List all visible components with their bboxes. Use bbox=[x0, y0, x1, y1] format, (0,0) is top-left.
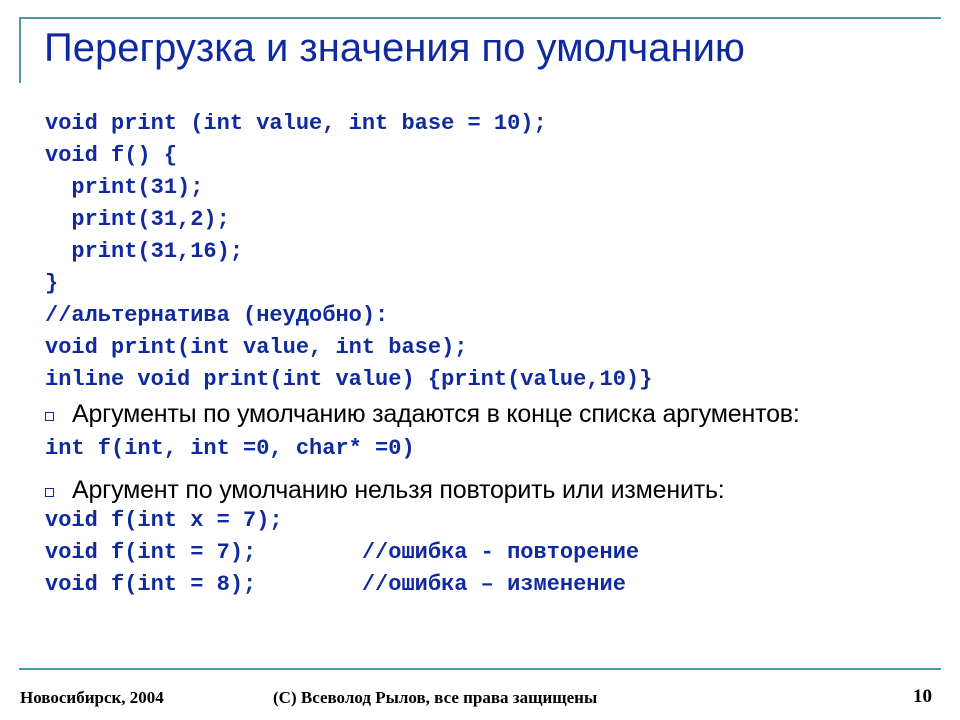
bullet-square-icon bbox=[45, 412, 54, 421]
code-line: void f(int x = 7); bbox=[45, 508, 283, 533]
code-line: inline void print(int value) {print(value,10)} bbox=[45, 367, 653, 392]
code-comment-line: //альтернатива (неудобно): bbox=[45, 303, 389, 328]
code-line: void print (int value, int base = 10); bbox=[45, 111, 547, 136]
title-border-left bbox=[19, 17, 21, 83]
title-border-top bbox=[19, 17, 941, 19]
code-line: print(31,16); bbox=[45, 239, 244, 264]
bullet-item bbox=[45, 476, 725, 505]
bullet-square-icon bbox=[45, 488, 54, 497]
code-line: int f(int, int =0, char* =0) bbox=[45, 436, 415, 461]
bullet-text: Аргументы по умолчанию задаются в конце списка аргументов: bbox=[72, 400, 800, 428]
code-line: void print(int value, int base); bbox=[45, 335, 468, 360]
bullet-item bbox=[45, 400, 800, 429]
slide-title: Перегрузка и значения по умолчанию bbox=[44, 26, 745, 70]
footer-copyright: (C) Всеволод Рылов, все права защищены bbox=[273, 688, 598, 707]
footer-location: Новосибирск, 2004 bbox=[20, 688, 164, 707]
bullet-text: Аргумент по умолчанию нельзя повторить или изменить: bbox=[72, 476, 725, 504]
code-line: void f() { bbox=[45, 143, 178, 168]
page-number: 10 bbox=[913, 686, 932, 707]
code-line: void f(int = 7); //ошибка - повторение bbox=[45, 540, 640, 565]
footer-divider bbox=[19, 668, 941, 670]
code-line: print(31,2); bbox=[45, 207, 230, 232]
code-line: } bbox=[45, 271, 59, 296]
code-line: void f(int = 8); //ошибка – изменение bbox=[45, 572, 626, 597]
code-line: print(31); bbox=[45, 175, 204, 200]
